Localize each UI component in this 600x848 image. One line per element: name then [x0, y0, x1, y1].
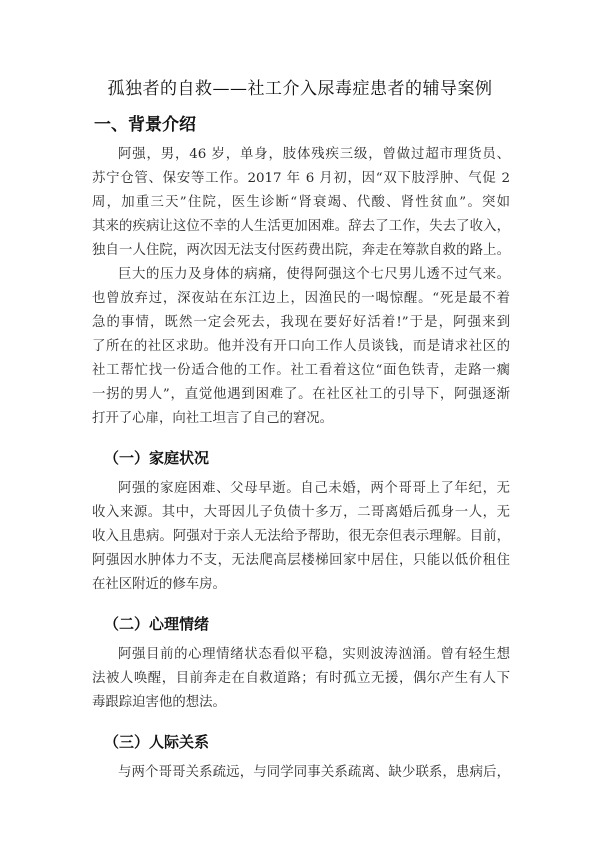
- paragraph-line: 周，加重三天”住院，医生诊断“肾衰竭、代酸、肾性贫血”。突如: [92, 195, 510, 210]
- paragraph-line: 苏宁仓管、保安等工作。2017 年 6 月初，因“双下肢浮肿、气促 2: [92, 171, 510, 186]
- paragraph-line: 社工帮忙找一份适合他的工作。社工看着这位“面色铁青，走路一瘸: [92, 363, 510, 378]
- paragraph-line: 收入来源。其中，大哥因儿子负债十多万，二哥离婚后孤身一人，无: [92, 505, 510, 520]
- paragraph-line: 巨大的压力及身体的病痛，使得阿强这个七尺男儿透不过气来。: [118, 267, 510, 282]
- subsection-heading-family: （一）家庭状况: [104, 449, 210, 467]
- paragraph-line: 打开了心扉，向社工坦言了自己的窘况。: [92, 411, 334, 426]
- paragraph-line: 在社区附近的修车房。: [92, 577, 226, 592]
- paragraph-line: 与两个哥哥关系疏远，与同学同事关系疏离、缺少联系，患病后，: [118, 765, 510, 780]
- paragraph-line: 独自一人住院，两次因无法支付医药费出院，奔走在筹款自救的路上。: [92, 243, 510, 258]
- paragraph-line: 阿强的家庭困难、父母早逝。自己未婚，两个哥哥上了年纪，无: [118, 481, 510, 496]
- paragraph-line: 毒跟踪迫害他的想法。: [92, 695, 226, 710]
- paragraph-line: 阿强，男，46 岁，单身，肢体残疾三级，曾做过超市理货员、: [118, 147, 510, 162]
- section-heading-background: 一、背景介绍: [94, 115, 196, 135]
- document-title: 孤独者的自救——社工介入尿毒症患者的辅导案例: [107, 79, 493, 99]
- paragraph-line: 收入且患病。阿强对于亲人无法给予帮助，很无奈但表示理解。目前，: [92, 529, 510, 544]
- subsection-heading-relationships: （三）人际关系: [104, 733, 210, 751]
- paragraph-line: 一拐的男人”，直觉他遇到困难了。在社区社工的引导下，阿强逐渐: [92, 387, 510, 402]
- subsection-heading-emotion: （二）心理情绪: [104, 615, 210, 633]
- paragraph-line: 阿强目前的心理情绪状态看似平稳，实则波涛汹涌。曾有轻生想: [118, 647, 510, 662]
- paragraph-line: 也曾放弃过，深夜站在东江边上，因渔民的一喝惊醒。“死是最不着: [92, 291, 510, 306]
- paragraph-line: 阿强因水肿体力不支，无法爬高层楼梯回家中居住，只能以低价租住: [92, 553, 510, 568]
- paragraph-line: 急的事情，既然一定会死去，我现在要好好活着!”于是，阿强来到: [92, 315, 510, 330]
- paragraph-line: 其来的疾病让这位不幸的人生活更加困难。辞去了工作，失去了收入，: [92, 219, 510, 234]
- paragraph-line: 了所在的社区求助。他并没有开口向工作人员谈钱，而是请求社区的: [92, 339, 510, 354]
- paragraph-line: 法被人唤醒，目前奔走在自救道路；有时孤立无援，偶尔产生有人下: [92, 671, 510, 686]
